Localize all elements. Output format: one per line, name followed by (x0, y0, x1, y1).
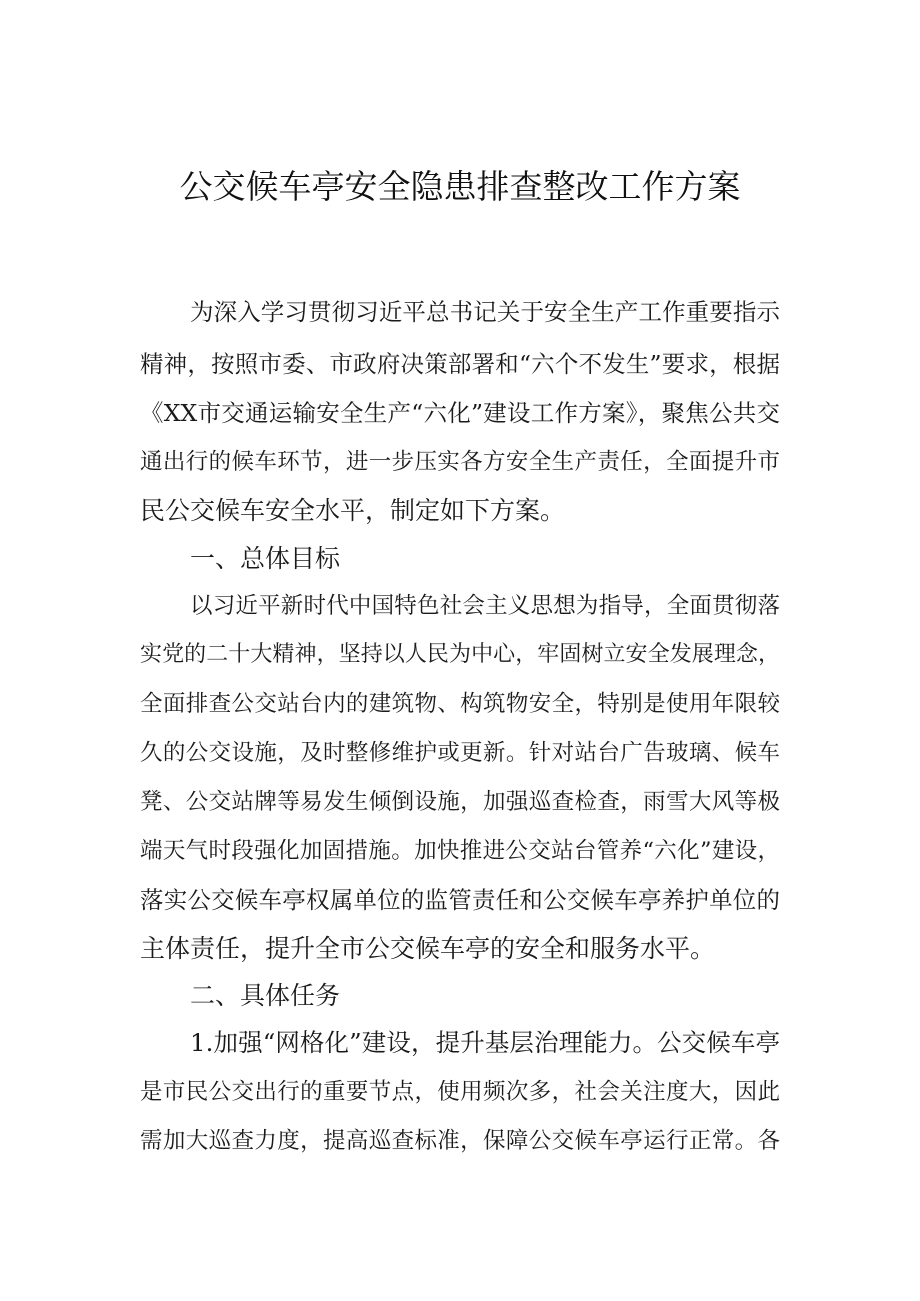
section-heading-overall-goal: 一、总体目标 (190, 544, 341, 573)
intro-paragraph-line: 通出行的候车环节，进一步压实各方安全生产责任，全面提升市 (140, 449, 780, 475)
intro-paragraph-line: 《XX市交通运输安全生产“六化”建设工作方案》，聚焦公共交 (140, 399, 780, 427)
goal-paragraph-line: 全面排查公交站台内的建筑物、构筑物安全，特别是使用年限较 (140, 691, 780, 717)
intro-paragraph-line: 民公交候车安全水平，制定如下方案。 (140, 496, 566, 525)
document-title: 公交候车亭安全隐患排查整改工作方案 (179, 167, 741, 206)
goal-paragraph-line: 落实公交候车亭权属单位的监管责任和公交候车亭养护单位的 (140, 886, 780, 914)
task-paragraph-line: 1.加强“网格化”建设，提升基层治理能力。公交候车亭 (190, 1028, 780, 1057)
goal-paragraph-line: 端天气时段强化加固措施。加快推进公交站台管养“六化”建设， (140, 838, 780, 864)
task-paragraph-line: 需加大巡查力度，提高巡查标准，保障公交候车亭运行正常。各 (140, 1128, 780, 1154)
intro-paragraph-line: 精神，按照市委、市政府决策部署和“六个不发生”要求，根据 (140, 350, 780, 378)
section-heading-specific-tasks: 二、具体任务 (190, 981, 341, 1010)
goal-paragraph-line: 主体责任，提升全市公交候车亭的安全和服务水平。 (140, 934, 716, 963)
task-paragraph-line: 是市民公交出行的重要节点，使用频次多，社会关注度大，因此 (140, 1079, 780, 1105)
goal-paragraph-line: 实党的二十大精神，坚持以人民为中心，牢固树立安全发展理念， (140, 642, 780, 667)
intro-paragraph-line: 为深入学习贯彻习近平总书记关于安全生产工作重要指示 (190, 298, 780, 326)
goal-paragraph-line: 久的公交设施，及时整修维护或更新。针对站台广告玻璃、候车 (140, 740, 780, 766)
goal-paragraph-line: 凳、公交站牌等易发生倾倒设施，加强巡查检查，雨雪大风等极 (140, 789, 780, 815)
goal-paragraph-line: 以习近平新时代中国特色社会主义思想为指导，全面贯彻落 (190, 593, 780, 619)
